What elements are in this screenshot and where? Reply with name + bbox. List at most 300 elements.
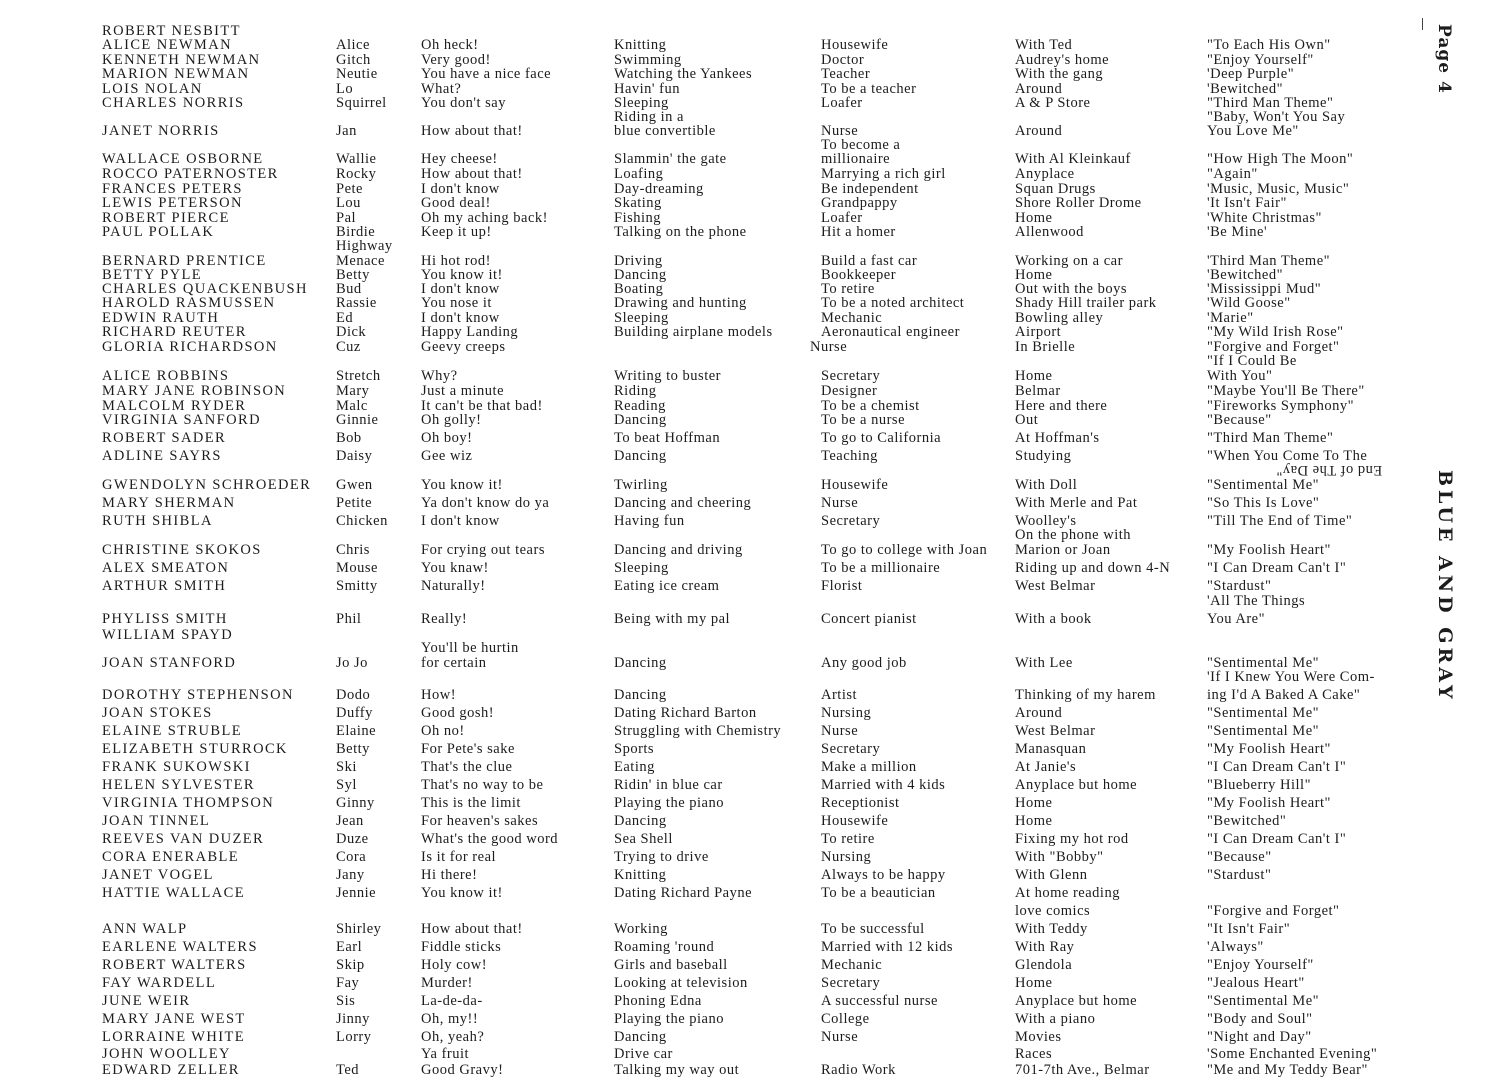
favorite-song: "Sentimental Me" bbox=[1207, 477, 1320, 493]
senior-name: BERNARD PRENTICE bbox=[102, 253, 267, 269]
favorite-song: "Stardust" bbox=[1207, 867, 1272, 883]
pastime: Riding bbox=[614, 383, 657, 399]
favorite-saying: Good deal! bbox=[421, 195, 491, 211]
pastime: Dancing and cheering bbox=[614, 495, 752, 511]
nickname: Smitty bbox=[336, 578, 378, 594]
nickname: Skip bbox=[336, 957, 365, 973]
senior-name: GWENDOLYN SCHROEDER bbox=[102, 477, 312, 493]
favorite-song: "My Foolish Heart" bbox=[1207, 542, 1331, 558]
usually-found: Here and there bbox=[1015, 398, 1108, 414]
favorite-saying: Ya fruit bbox=[421, 1046, 470, 1062]
favorite-saying: What? bbox=[421, 81, 462, 97]
nickname: Pete bbox=[336, 181, 363, 197]
nickname: Dodo bbox=[336, 687, 371, 703]
ambition: Aeronautical engineer bbox=[821, 324, 960, 340]
nickname: Ginny bbox=[336, 795, 375, 811]
favorite-saying: Oh no! bbox=[421, 723, 465, 739]
favorite-song: 'If I Knew You Were Com- bbox=[1207, 669, 1375, 685]
favorite-song: "Baby, Won't You Say bbox=[1207, 109, 1346, 125]
senior-name: LEWIS PETERSON bbox=[102, 195, 243, 211]
ambition: Doctor bbox=[821, 52, 865, 68]
usually-found: With Merle and Pat bbox=[1015, 495, 1138, 511]
favorite-song: You Love Me" bbox=[1207, 123, 1299, 139]
nickname: Neutie bbox=[336, 66, 378, 82]
nickname: Sis bbox=[336, 993, 356, 1009]
usually-found: Around bbox=[1015, 81, 1063, 97]
pastime: Sleeping bbox=[614, 310, 669, 326]
ambition: College bbox=[821, 1011, 870, 1027]
pastime: Working bbox=[614, 921, 668, 937]
senior-name: ELIZABETH STURROCK bbox=[102, 741, 288, 757]
pastime: Sports bbox=[614, 741, 655, 757]
ambition: Artist bbox=[821, 687, 858, 703]
nickname: Bud bbox=[336, 281, 362, 297]
pastime: Playing the piano bbox=[614, 1011, 724, 1027]
senior-name: MARY JANE WEST bbox=[102, 1011, 246, 1027]
nickname: Squirrel bbox=[336, 95, 387, 111]
usually-found: In Brielle bbox=[1015, 339, 1076, 355]
favorite-song: You Are" bbox=[1207, 611, 1265, 627]
usually-found: A & P Store bbox=[1015, 95, 1091, 111]
ambition: Any good job bbox=[821, 655, 907, 671]
favorite-saying: Geevy creeps bbox=[421, 339, 506, 355]
ambition: Designer bbox=[821, 383, 878, 399]
nickname: Chris bbox=[336, 542, 370, 558]
nickname: Dick bbox=[336, 324, 367, 340]
pastime: Driving bbox=[614, 253, 663, 269]
senior-name: JOAN TINNEL bbox=[102, 813, 211, 829]
pastime: Sleeping bbox=[614, 95, 669, 111]
ambition: Nurse bbox=[821, 723, 859, 739]
favorite-song: "Because" bbox=[1207, 849, 1272, 865]
favorite-song: "My Foolish Heart" bbox=[1207, 741, 1331, 757]
ambition: Grandpappy bbox=[821, 195, 898, 211]
pastime: Dancing bbox=[614, 412, 667, 428]
favorite-saying: You have a nice face bbox=[421, 66, 552, 82]
pastime: To beat Hoffman bbox=[614, 430, 721, 446]
usually-found: At home reading bbox=[1015, 885, 1120, 901]
usually-found: Home bbox=[1015, 795, 1053, 811]
ambition: Marrying a rich girl bbox=[821, 166, 946, 182]
senior-name: ROBERT PIERCE bbox=[102, 210, 230, 226]
senior-name: ADLINE SAYRS bbox=[102, 448, 222, 464]
favorite-song: "Fireworks Symphony" bbox=[1207, 398, 1355, 414]
pastime: Girls and baseball bbox=[614, 957, 728, 973]
running-title: BLUE AND GRAY bbox=[1434, 470, 1456, 703]
favorite-song: "To Each His Own" bbox=[1207, 37, 1331, 53]
favorite-song: 'All The Things bbox=[1207, 593, 1306, 609]
favorite-song: "Enjoy Yourself" bbox=[1207, 957, 1314, 973]
ambition: Florist bbox=[821, 578, 863, 594]
usually-found: West Belmar bbox=[1015, 723, 1096, 739]
pastime: Roaming 'round bbox=[614, 939, 715, 955]
ambition: To be successful bbox=[821, 921, 925, 937]
ambition: Receptionist bbox=[821, 795, 900, 811]
usually-found: At Janie's bbox=[1015, 759, 1077, 775]
ambition: To retire bbox=[821, 831, 875, 847]
ambition: To be a chemist bbox=[821, 398, 920, 414]
nickname: Jinny bbox=[336, 1011, 370, 1027]
usually-found: Out bbox=[1015, 412, 1039, 428]
favorite-saying: Naturally! bbox=[421, 578, 486, 594]
favorite-song: "My Foolish Heart" bbox=[1207, 795, 1331, 811]
nickname: Rassie bbox=[336, 295, 377, 311]
usually-found: With Ray bbox=[1015, 939, 1075, 955]
senior-name: PHYLISS SMITH bbox=[102, 611, 228, 627]
pastime: Dancing bbox=[614, 655, 667, 671]
ambition: Nurse bbox=[810, 339, 848, 355]
favorite-song: "Because" bbox=[1207, 412, 1272, 428]
favorite-song: 'Mississippi Mud" bbox=[1207, 281, 1322, 297]
senior-name: MARION NEWMAN bbox=[102, 66, 250, 82]
ambition: Housewife bbox=[821, 37, 889, 53]
pastime: Slammin' the gate bbox=[614, 151, 727, 167]
usually-found: With Ted bbox=[1015, 37, 1073, 53]
usually-found: With "Bobby" bbox=[1015, 849, 1104, 865]
pastime: Ridin' in blue car bbox=[614, 777, 723, 793]
pastime: Dancing bbox=[614, 813, 667, 829]
usually-found: Working on a car bbox=[1015, 253, 1123, 269]
pastime: Playing the piano bbox=[614, 795, 724, 811]
favorite-song: "Forgive and Forget" bbox=[1207, 903, 1340, 919]
nickname: Stretch bbox=[336, 368, 381, 384]
favorite-song: 'It Isn't Fair" bbox=[1207, 195, 1287, 211]
usually-found: Races bbox=[1015, 1046, 1053, 1062]
senior-name: WALLACE OSBORNE bbox=[102, 151, 264, 167]
nickname: Rocky bbox=[336, 166, 377, 182]
pastime: Knitting bbox=[614, 867, 667, 883]
favorite-song: 'Bewitched" bbox=[1207, 267, 1284, 283]
ambition: To go to college with Joan bbox=[821, 542, 988, 558]
ambition: Secretary bbox=[821, 513, 881, 529]
usually-found: Bowling alley bbox=[1015, 310, 1104, 326]
pastime: Day-dreaming bbox=[614, 181, 704, 197]
favorite-saying: Oh, my!! bbox=[421, 1011, 479, 1027]
nickname: Bob bbox=[336, 430, 362, 446]
favorite-saying: You don't say bbox=[421, 95, 506, 111]
ambition: To be a millionaire bbox=[821, 560, 941, 576]
senior-name: FRANK SUKOWSKI bbox=[102, 759, 251, 775]
pastime: Looking at television bbox=[614, 975, 748, 991]
pastime: Sea Shell bbox=[614, 831, 673, 847]
favorite-saying: Really! bbox=[421, 611, 468, 627]
ambition: Be independent bbox=[821, 181, 919, 197]
senior-name: JUNE WEIR bbox=[102, 993, 191, 1009]
usually-found: At Hoffman's bbox=[1015, 430, 1100, 446]
ambition: To be a nurse bbox=[821, 412, 905, 428]
pastime: Drawing and hunting bbox=[614, 295, 747, 311]
favorite-saying: You nose it bbox=[421, 295, 492, 311]
favorite-saying: Murder! bbox=[421, 975, 473, 991]
pastime: Talking my way out bbox=[614, 1062, 740, 1078]
favorite-saying: Hey cheese! bbox=[421, 151, 498, 167]
ambition: Teaching bbox=[821, 448, 878, 464]
favorite-song: "My Wild Irish Rose" bbox=[1207, 324, 1344, 340]
senior-name: ROCCO PATERNOSTER bbox=[102, 166, 279, 182]
pastime: Knitting bbox=[614, 37, 667, 53]
senior-name: MARY SHERMAN bbox=[102, 495, 236, 511]
favorite-song: ing I'd A Baked A Cake" bbox=[1207, 687, 1361, 703]
pastime: Eating bbox=[614, 759, 655, 775]
usually-found: Shore Roller Drome bbox=[1015, 195, 1142, 211]
favorite-saying: Oh heck! bbox=[421, 37, 479, 53]
senior-name: PAUL POLLAK bbox=[102, 224, 215, 240]
nickname: Birdie bbox=[336, 224, 376, 240]
ambition: Nurse bbox=[821, 123, 859, 139]
favorite-song: With You" bbox=[1207, 368, 1273, 384]
senior-name: ALICE NEWMAN bbox=[102, 37, 232, 53]
usually-found: Anyplace bbox=[1015, 166, 1075, 182]
usually-found: Riding up and down 4-N bbox=[1015, 560, 1171, 576]
nickname: Jan bbox=[336, 123, 357, 139]
favorite-song: "It Isn't Fair" bbox=[1207, 921, 1291, 937]
ambition: Loafer bbox=[821, 95, 863, 111]
pastime: Dancing bbox=[614, 448, 667, 464]
ambition: To retire bbox=[821, 281, 875, 297]
ambition: Radio Work bbox=[821, 1062, 896, 1078]
favorite-song: 'Wild Goose" bbox=[1207, 295, 1291, 311]
favorite-song: "Forgive and Forget" bbox=[1207, 339, 1340, 355]
usually-found: Belmar bbox=[1015, 383, 1061, 399]
usually-found: With a book bbox=[1015, 611, 1092, 627]
pastime: Dancing bbox=[614, 1029, 667, 1045]
favorite-song: "Sentimental Me" bbox=[1207, 655, 1320, 671]
pastime: Phoning Edna bbox=[614, 993, 702, 1009]
pastime: Havin' fun bbox=[614, 81, 681, 97]
ambition: To be a noted architect bbox=[821, 295, 965, 311]
pastime: Boating bbox=[614, 281, 664, 297]
nickname: Jennie bbox=[336, 885, 377, 901]
ambition: Bookkeeper bbox=[821, 267, 897, 283]
usually-found: With Glenn bbox=[1015, 867, 1088, 883]
ambition: Nursing bbox=[821, 849, 872, 865]
ambition: To be a beautician bbox=[821, 885, 936, 901]
pastime: Sleeping bbox=[614, 560, 669, 576]
usually-found: With a piano bbox=[1015, 1011, 1096, 1027]
nickname: Daisy bbox=[336, 448, 373, 464]
favorite-saying: You know it! bbox=[421, 267, 503, 283]
favorite-saying: I don't know bbox=[421, 513, 500, 529]
usually-found: Marion or Joan bbox=[1015, 542, 1111, 558]
nickname: Ginnie bbox=[336, 412, 379, 428]
senior-name: EDWIN RAUTH bbox=[102, 310, 220, 326]
pastime: Eating ice cream bbox=[614, 578, 720, 594]
usually-found: love comics bbox=[1015, 903, 1091, 919]
ambition: To go to California bbox=[821, 430, 942, 446]
pastime: Writing to buster bbox=[614, 368, 721, 384]
senior-name: GLORIA RICHARDSON bbox=[102, 339, 278, 355]
ambition: Hit a homer bbox=[821, 224, 896, 240]
usually-found: Manasquan bbox=[1015, 741, 1087, 757]
senior-name: FRANCES PETERS bbox=[102, 181, 243, 197]
pastime: Dating Richard Payne bbox=[614, 885, 753, 901]
favorite-song: "Again" bbox=[1207, 166, 1258, 182]
pastime: Drive car bbox=[614, 1046, 673, 1062]
nickname: Cuz bbox=[336, 339, 361, 355]
nickname: Chicken bbox=[336, 513, 388, 529]
ambition: Nursing bbox=[821, 705, 872, 721]
nickname: Lo bbox=[336, 81, 354, 97]
usually-found: Around bbox=[1015, 705, 1063, 721]
favorite-saying: How! bbox=[421, 687, 457, 703]
favorite-saying: Oh boy! bbox=[421, 430, 473, 446]
senior-name: HAROLD RASMUSSEN bbox=[102, 295, 276, 311]
usually-found: Movies bbox=[1015, 1029, 1062, 1045]
nickname: Mary bbox=[336, 383, 370, 399]
favorite-song: "Sentimental Me" bbox=[1207, 723, 1320, 739]
favorite-saying: This is the limit bbox=[421, 795, 521, 811]
favorite-song: "So This Is Love" bbox=[1207, 495, 1320, 511]
favorite-saying: Holy cow! bbox=[421, 957, 488, 973]
nickname: Gwen bbox=[336, 477, 373, 493]
senior-name: ROBERT SADER bbox=[102, 430, 227, 446]
usually-found: Home bbox=[1015, 368, 1053, 384]
nickname: Mouse bbox=[336, 560, 378, 576]
senior-name: ANN WALP bbox=[102, 921, 188, 937]
ambition: Loafer bbox=[821, 210, 863, 226]
nickname: Cora bbox=[336, 849, 367, 865]
favorite-saying: You know it! bbox=[421, 477, 503, 493]
nickname: Jo Jo bbox=[336, 655, 368, 671]
favorite-saying: For heaven's sakes bbox=[421, 813, 539, 829]
favorite-song: "Third Man Theme" bbox=[1207, 430, 1334, 446]
favorite-saying: For Pete's sake bbox=[421, 741, 515, 757]
favorite-saying: Good gosh! bbox=[421, 705, 495, 721]
senior-name: BETTY PYLE bbox=[102, 267, 203, 283]
ambition: Secretary bbox=[821, 975, 881, 991]
favorite-song: "I Can Dream Can't I" bbox=[1207, 759, 1347, 775]
favorite-song: "Stardust" bbox=[1207, 578, 1272, 594]
favorite-saying: Keep it up! bbox=[421, 224, 492, 240]
senior-name: REEVES VAN DUZER bbox=[102, 831, 265, 847]
senior-name: HATTIE WALLACE bbox=[102, 885, 245, 901]
ambition: Build a fast car bbox=[821, 253, 918, 269]
pastime: Being with my pal bbox=[614, 611, 731, 627]
pastime: Building airplane models bbox=[614, 324, 773, 340]
ambition: Secretary bbox=[821, 368, 881, 384]
senior-name: CHARLES QUACKENBUSH bbox=[102, 281, 308, 297]
ambition: Always to be happy bbox=[821, 867, 946, 883]
flipped-song-line: End of The Day" bbox=[1276, 462, 1383, 478]
usually-found: With Doll bbox=[1015, 477, 1078, 493]
usually-found: Home bbox=[1015, 210, 1053, 226]
favorite-saying: I don't know bbox=[421, 181, 500, 197]
favorite-saying: How about that! bbox=[421, 123, 523, 139]
usually-found: Studying bbox=[1015, 448, 1072, 464]
nickname: Elaine bbox=[336, 723, 377, 739]
senior-name: MALCOLM RYDER bbox=[102, 398, 247, 414]
usually-found: Home bbox=[1015, 975, 1053, 991]
usually-found: West Belmar bbox=[1015, 578, 1096, 594]
usually-found: Fixing my hot rod bbox=[1015, 831, 1129, 847]
senior-name: VIRGINIA SANFORD bbox=[102, 412, 261, 428]
pastime: Reading bbox=[614, 398, 666, 414]
usually-found: Out with the boys bbox=[1015, 281, 1128, 297]
favorite-song: "Night and Day" bbox=[1207, 1029, 1312, 1045]
nickname: Ed bbox=[336, 310, 354, 326]
pastime: Dancing bbox=[614, 267, 667, 283]
usually-found: With Lee bbox=[1015, 655, 1073, 671]
favorite-saying: for certain bbox=[421, 655, 487, 671]
favorite-song: 'Be Mine' bbox=[1207, 224, 1268, 240]
senior-name: CHRISTINE SKOKOS bbox=[102, 542, 262, 558]
favorite-saying: I don't know bbox=[421, 310, 500, 326]
nickname: Betty bbox=[336, 267, 370, 283]
favorite-saying: Hi hot rod! bbox=[421, 253, 491, 269]
favorite-saying: How about that! bbox=[421, 166, 523, 182]
nickname: Jany bbox=[336, 867, 365, 883]
senior-name: ROBERT WALTERS bbox=[102, 957, 247, 973]
senior-name: ALEX SMEATON bbox=[102, 560, 230, 576]
favorite-song: "Third Man Theme" bbox=[1207, 95, 1334, 111]
senior-name: JOAN STOKES bbox=[102, 705, 213, 721]
favorite-song: 'Always" bbox=[1207, 939, 1264, 955]
favorite-saying: Ya don't know do ya bbox=[421, 495, 550, 511]
ambition: Concert pianist bbox=[821, 611, 917, 627]
favorite-song: "How High The Moon" bbox=[1207, 151, 1354, 167]
favorite-song: 'Deep Purple" bbox=[1207, 66, 1295, 82]
senior-name: WILLIAM SPAYD bbox=[102, 627, 234, 643]
favorite-song: "Blueberry Hill" bbox=[1207, 777, 1311, 793]
page-tab-rule bbox=[1422, 18, 1423, 30]
favorite-saying: Very good! bbox=[421, 52, 491, 68]
ambition: Housewife bbox=[821, 477, 889, 493]
usually-found: Thinking of my harem bbox=[1015, 687, 1156, 703]
nickname: Wallie bbox=[336, 151, 377, 167]
favorite-saying: Happy Landing bbox=[421, 324, 519, 340]
usually-found: Home bbox=[1015, 267, 1053, 283]
favorite-song: 'Marie" bbox=[1207, 310, 1254, 326]
nickname: Ted bbox=[336, 1062, 360, 1078]
favorite-song: "If I Could Be bbox=[1207, 353, 1297, 369]
usually-found: Anyplace but home bbox=[1015, 993, 1138, 1009]
favorite-saying: Oh golly! bbox=[421, 412, 482, 428]
favorite-song: 'White Christmas" bbox=[1207, 210, 1322, 226]
favorite-saying: That's no way to be bbox=[421, 777, 544, 793]
ambition: To be a teacher bbox=[821, 81, 917, 97]
senior-name: ELAINE STRUBLE bbox=[102, 723, 243, 739]
favorite-saying: That's the clue bbox=[421, 759, 513, 775]
senior-name: HELEN SYLVESTER bbox=[102, 777, 255, 793]
pastime: Dancing and driving bbox=[614, 542, 743, 558]
nickname: Pal bbox=[336, 210, 357, 226]
favorite-song: "Sentimental Me" bbox=[1207, 993, 1320, 1009]
favorite-song: "When You Come To The bbox=[1207, 448, 1368, 464]
senior-name: MARY JANE ROBINSON bbox=[102, 383, 287, 399]
pastime: Riding in a bbox=[614, 109, 684, 125]
senior-name: ALICE ROBBINS bbox=[102, 368, 230, 384]
pastime: Trying to drive bbox=[614, 849, 709, 865]
senior-name: LOIS NOLAN bbox=[102, 81, 203, 97]
usually-found: Airport bbox=[1015, 324, 1062, 340]
usually-found: Glendola bbox=[1015, 957, 1073, 973]
usually-found: With Al Kleinkauf bbox=[1015, 151, 1131, 167]
nickname: Phil bbox=[336, 611, 362, 627]
favorite-song: "Body and Soul" bbox=[1207, 1011, 1313, 1027]
senior-name: JOAN STANFORD bbox=[102, 655, 237, 671]
senior-name: VIRGINIA THOMPSON bbox=[102, 795, 275, 811]
senior-name: EARLENE WALTERS bbox=[102, 939, 258, 955]
favorite-song: 'Some Enchanted Evening" bbox=[1207, 1046, 1378, 1062]
senior-name: JOHN WOOLLEY bbox=[102, 1046, 231, 1062]
favorite-song: 'Third Man Theme" bbox=[1207, 253, 1331, 269]
ambition: Housewife bbox=[821, 813, 889, 829]
usually-found: Woolley's bbox=[1015, 513, 1077, 529]
nickname: Shirley bbox=[336, 921, 382, 937]
nickname: Alice bbox=[336, 37, 370, 53]
favorite-saying: Just a minute bbox=[421, 383, 505, 399]
usually-found: Anyplace but home bbox=[1015, 777, 1138, 793]
